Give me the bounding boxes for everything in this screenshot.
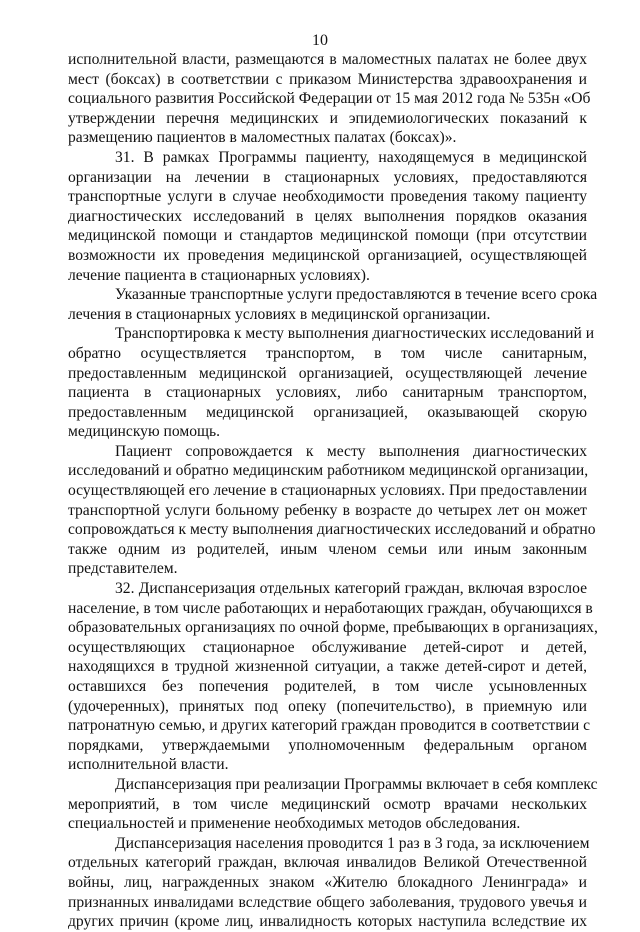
text-line: также одним из родителей, иным членом семьи или иным законным bbox=[68, 540, 587, 558]
text-line: отдельных категорий граждан, включая инвалидов Великой Отечественной bbox=[68, 854, 587, 872]
text-line: (удочеренных), принятых под опеку (попечительство), в приемную или bbox=[68, 697, 587, 715]
text-line: сопровождаться к месту выполнения диагностических исследований и обратно bbox=[68, 521, 596, 539]
text-line: признанных инвалидами вследствие общего заболевания, трудового увечья и bbox=[68, 893, 587, 911]
text-line: медицинскую помощь. bbox=[68, 423, 221, 441]
text-line: исследований и обратно медицинским работником медицинской организации, bbox=[68, 462, 589, 480]
text-line: пациента в стационарных условиях, либо санитарным транспортом, bbox=[68, 384, 587, 402]
document-body bbox=[68, 50, 598, 932]
text-line: Пациент сопровождается к месту выполнения диагностических bbox=[115, 442, 587, 460]
text-line: других причин (кроме лиц, инвалидность которых наступила вследствие их bbox=[68, 913, 587, 931]
text-line: предоставленным медицинской организацией, оказывающей скорую bbox=[68, 403, 587, 421]
text-line: Диспансеризация населения проводится 1 раз в 3 года, за исключением bbox=[115, 834, 590, 852]
text-line: диагностических исследований в целях выполнения порядков оказания bbox=[68, 207, 587, 225]
text-line: войны, лиц, награжденных знаком «Жителю блокадного Ленинграда» и bbox=[68, 873, 587, 891]
text-line: патронатную семью, и других категорий граждан проводится в соответствии с bbox=[68, 717, 591, 735]
text-line: порядками, утверждаемыми уполномоченным федеральным органом bbox=[68, 736, 587, 754]
text-line: Транспортировка к месту выполнения диагностических исследований и bbox=[115, 325, 595, 343]
text-line: утверждении перечня медицинских и эпидемиологических показаний к bbox=[68, 109, 587, 127]
text-line: обратно осуществляется транспортом, в том числе санитарным, bbox=[68, 344, 587, 362]
text-line: транспортные услуги в случае необходимости проведения такому пациенту bbox=[68, 188, 587, 206]
text-line: размещению пациентов в маломестных палатах (боксах)». bbox=[68, 129, 457, 147]
text-line: исполнительной власти, размещаются в маломестных палатах не более двух bbox=[68, 51, 587, 68]
text-line: образовательных организациях по очной форме, пребывающих в организациях, bbox=[68, 619, 598, 637]
text-line: осуществляющих стационарное обслуживание детей-сирот и детей, bbox=[68, 638, 587, 656]
text-line: предоставленным медицинской организацией, осуществляющей лечение bbox=[68, 364, 587, 382]
text-line: мероприятий, в том числе медицинский осмотр врачами нескольких bbox=[68, 795, 587, 813]
text-line: население, в том числе работающих и неработающих граждан, обучающихся в bbox=[68, 599, 593, 617]
text-line: Указанные транспортные услуги предоставляются в течение всего срока bbox=[115, 286, 598, 304]
text-line: медицинской помощи и стандартов медицинской помощи (при отсутствии bbox=[68, 227, 587, 245]
text-line: оставшихся без попечения родителей, в том числе усыновленных bbox=[68, 678, 587, 695]
text-line: исполнительной власти. bbox=[68, 756, 229, 774]
text-line: представителем. bbox=[68, 560, 178, 578]
text-line: 31. В рамках Программы пациенту, находящемуся в медицинской bbox=[115, 148, 587, 166]
text-line: лечение пациента в стационарных условиях). bbox=[68, 266, 370, 284]
text-line: мест (боксах) в соответствии с приказом Министерства здравоохранения и bbox=[68, 70, 587, 88]
text-line: возможности их проведения медицинской организацией, осуществляющей bbox=[68, 246, 587, 264]
page-number: 10 bbox=[312, 32, 328, 49]
text-line: осуществляющей его лечение в стационарных условиях. При предоставлении bbox=[68, 482, 587, 500]
text-line: лечения в стационарных условиях в медицинской организации. bbox=[68, 305, 491, 323]
text-line: организации на лечении в стационарных условиях, предоставляются bbox=[68, 168, 587, 186]
text-line: специальностей и применение необходимых методов обследования. bbox=[68, 815, 521, 833]
text-line: находящихся в трудной жизненной ситуации, а также детей-сирот и детей, bbox=[68, 658, 587, 676]
text-line: 32. Диспансеризация отдельных категорий граждан, включая взрослое bbox=[115, 580, 587, 598]
text-line: социального развития Российской Федерации от 15 мая 2012 года № 535н «Об bbox=[68, 90, 591, 108]
text-line: транспортной услуги больному ребенку в возрасте до четырех лет он может bbox=[68, 501, 587, 519]
text-line: Диспансеризация при реализации Программы включает в себя комплекс bbox=[115, 775, 598, 793]
